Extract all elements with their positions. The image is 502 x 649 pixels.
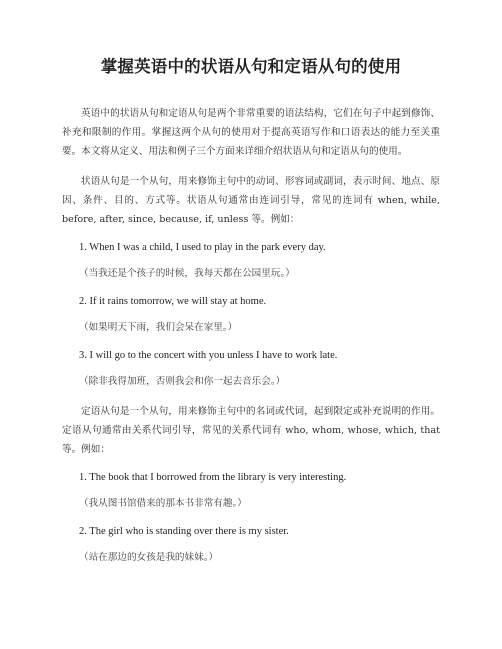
intro-paragraph: 英语中的状语从句和定语从句是两个非常重要的语法结构，它们在句子中起到修饰、补充和限制的作用。掌握这两个从句的使用对于提高英语写作和口语表达的能力至关重要。本文将从定义、用法和例子三个方面来详细介绍状语从句和定语从句的使用。 — [62, 108, 440, 157]
adverbial-example-1-en: 1. When I was a child, I used to play in the park every day. — [79, 242, 326, 253]
attributive-example-2-zh: （站在那边的女孩是我的妹妹。） — [79, 552, 219, 563]
document-title: 掌握英语中的状语从句和定语从句的使用 — [100, 57, 402, 76]
adverbial-example-1-zh: （当我还是个孩子的时候，我每天都在公园里玩。） — [79, 268, 295, 279]
adverbial-example-3-en: 3. I will go to the concert with you unless I have to work late. — [79, 350, 338, 361]
attributive-clause-paragraph: 定语从句是一个从句，用来修饰主句中的名词或代词，起到限定或补充说明的作用。定语从句通常由关系代词引导，常见的关系代词有 who, whom, whose, which, that 等。例如： — [62, 406, 440, 455]
attributive-example-1-en: 1. The book that I borrowed from the library is very interesting. — [79, 472, 347, 483]
adverbial-example-2-en: 2. If it rains tomorrow, we will stay at home. — [79, 296, 267, 307]
adverbial-example-3-zh: （除非我得加班，否则我会和你一起去音乐会。） — [79, 376, 286, 387]
adverbial-clause-paragraph: 状语从句是一个从句，用来修饰主句中的动词、形容词或副词，表示时间、地点、原因、条件、目的、方式等。状语从句通常由连词引导，常见的连词有 when, while, before, after, since, because, if, unless 等。例如： — [62, 176, 440, 225]
attributive-example-2-en: 2. The girl who is standing over there is my sister. — [79, 526, 289, 537]
attributive-example-1-zh: （我从图书馆借来的那本书非常有趣。） — [79, 498, 247, 509]
adverbial-example-2-zh: （如果明天下雨，我们会呆在家里。） — [79, 322, 238, 333]
